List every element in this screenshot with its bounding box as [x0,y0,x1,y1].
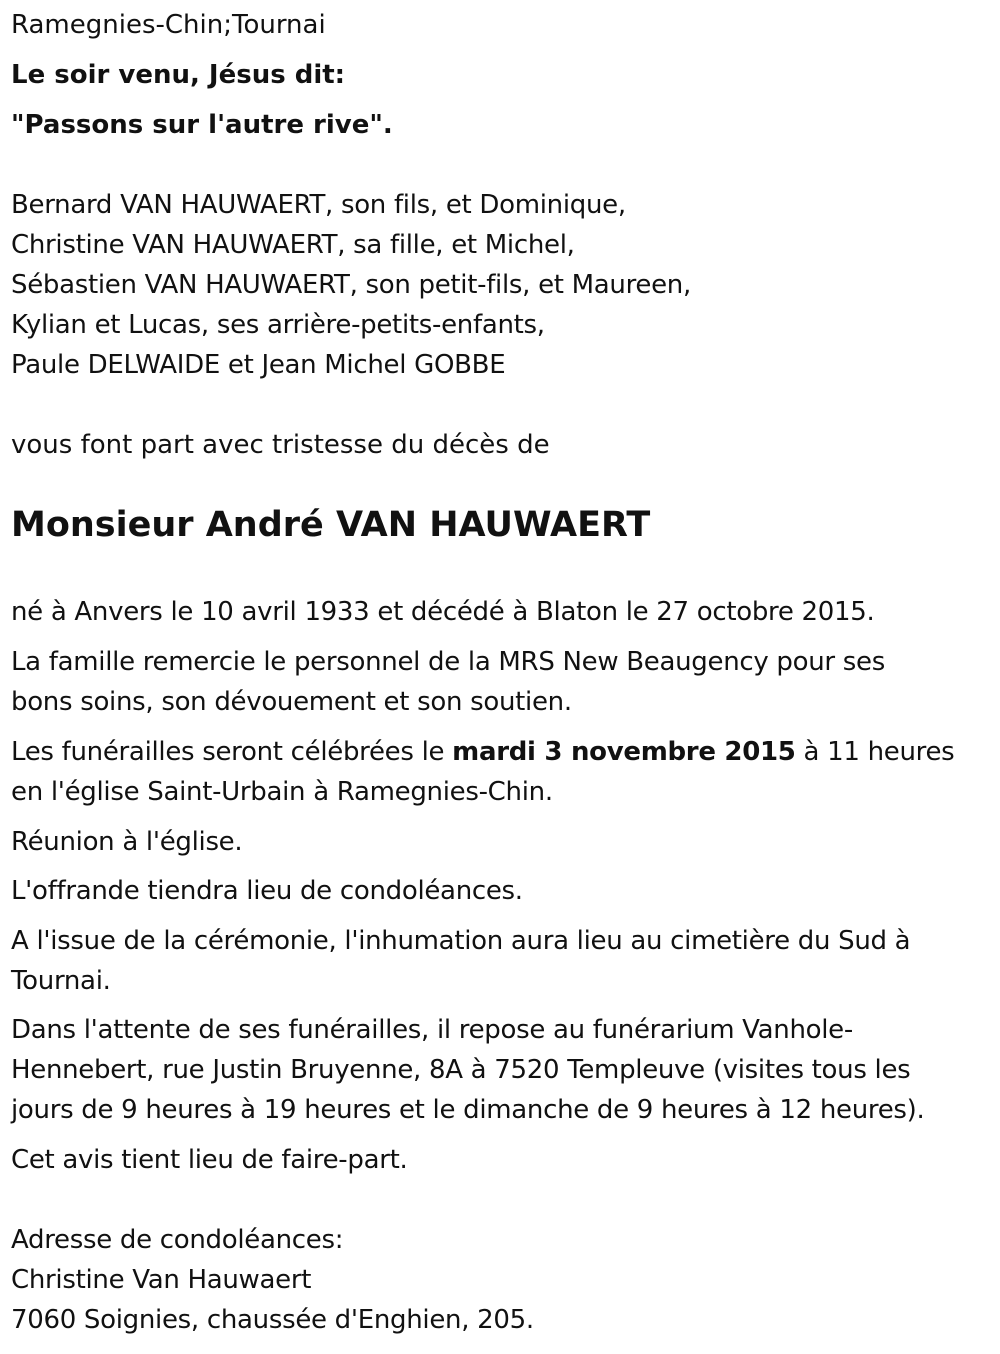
rest-line-3: jours de 9 heures à 19 heures et le dimanche de 9 heures à 12 heures). [11,1095,925,1125]
funeral-prefix: Les funérailles seront célébrées le [11,737,453,767]
deceased-name: Monsieur André VAN HAUWAERT [11,505,651,545]
birth-death-line: né à Anvers le 10 avril 1933 et décédé à Blaton le 27 octobre 2015. [11,597,875,627]
family-member-3: Sébastien VAN HAUWAERT, son petit-fils, et Maureen, [11,270,691,300]
notice-line: Cet avis tient lieu de faire-part. [11,1145,408,1175]
meeting-line: Réunion à l'église. [11,827,243,857]
rest-line-1: Dans l'attente de ses funérailles, il repose au funérarium Vanhole- [11,1015,853,1045]
family-member-4: Kylian et Lucas, ses arrière-petits-enfants, [11,310,545,340]
burial-line-1: A l'issue de la cérémonie, l'inhumation aura lieu au cimetière du Sud à [11,926,911,956]
condolences-label: Adresse de condoléances: [11,1225,344,1255]
funeral-line-1 [11,732,954,772]
rest-line-2: Hennebert, rue Justin Bruyenne, 8A à 7520 Templeuve (visites tous les [11,1055,911,1085]
announcement-text: vous font part avec tristesse du décès de [11,430,550,460]
quote-line-1: Le soir venu, Jésus dit: [11,60,346,90]
thanks-line-2: bons soins, son dévouement et son soutien. [11,687,572,717]
condolences-name: Christine Van Hauwaert [11,1265,312,1295]
offering-line: L'offrande tiendra lieu de condoléances. [11,876,523,906]
burial-line-2: Tournai. [11,966,111,996]
funeral-line-2: en l'église Saint-Urbain à Ramegnies-Chin. [11,777,553,807]
family-member-1: Bernard VAN HAUWAERT, son fils, et Dominique, [11,190,626,220]
family-member-5: Paule DELWAIDE et Jean Michel GOBBE [11,350,506,380]
funeral-date: mardi 3 novembre 2015 [452,737,796,767]
quote-line-2: "Passons sur l'autre rive". [11,110,393,140]
thanks-line-1: La famille remercie le personnel de la MRS New Beaugency pour ses [11,647,885,677]
funeral-suffix: à 11 heures [795,737,955,767]
location-header: Ramegnies-Chin;Tournai [11,10,326,40]
condolences-address: 7060 Soignies, chaussée d'Enghien, 205. [11,1305,534,1335]
family-member-2: Christine VAN HAUWAERT, sa fille, et Michel, [11,230,575,260]
